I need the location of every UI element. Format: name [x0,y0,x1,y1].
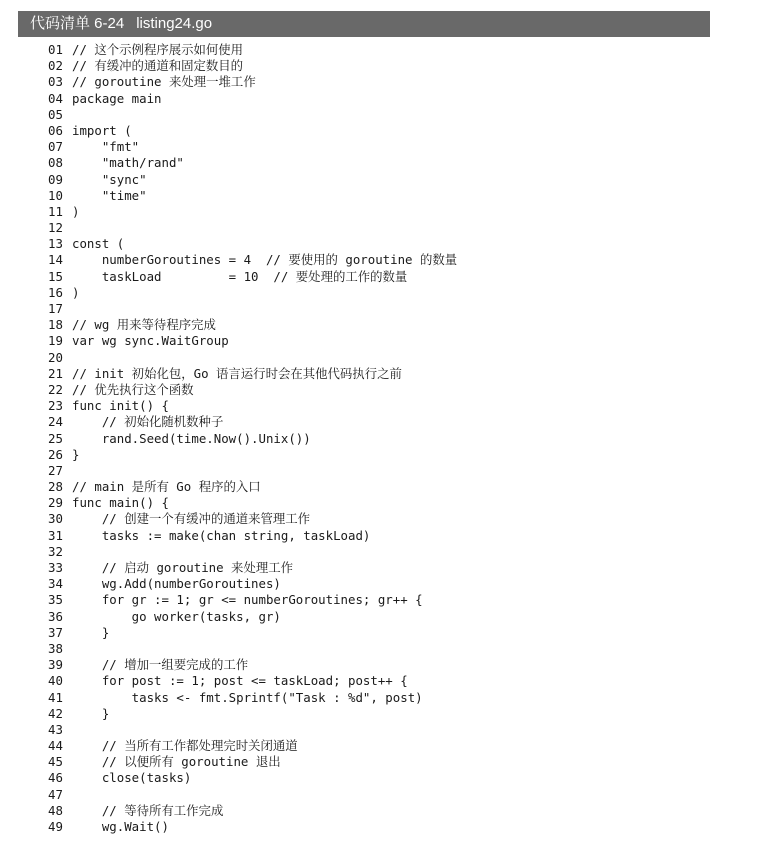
code-line [48,544,748,560]
code-line [48,74,748,90]
line-number: 37 [48,624,63,640]
line-code: tasks := make(chan string, taskLoad) [72,527,371,543]
line-number: 49 [48,819,63,834]
line-number: 08 [48,155,63,171]
line-code: go worker(tasks, gr) [72,608,281,624]
line-number: 31 [48,527,63,543]
line-code: // 创建一个有缓冲的通道来管理工作 [72,511,311,527]
code-line [48,495,748,511]
line-number: 33 [48,560,63,575]
line-number: 16 [48,284,63,300]
line-number: 41 [48,689,63,705]
line-number: 38 [48,640,63,656]
line-number: 04 [48,90,63,106]
code-line [48,172,748,188]
line-code: // 有缓冲的通道和固定数目的 [72,58,244,74]
line-code: // 初始化随机数种子 [72,414,224,430]
code-line [48,560,748,576]
listing-filename: listing24.go [136,15,213,32]
line-code: close(tasks) [72,770,192,786]
line-number: 42 [48,705,63,721]
line-number: 02 [48,58,63,74]
line-number: 13 [48,236,63,252]
line-code: // 启动 goroutine 来处理工作 [72,560,294,575]
line-code: wg.Add(numberGoroutines) [72,576,281,592]
line-code: // 优先执行这个函数 [72,381,194,397]
code-line [48,123,748,139]
line-number: 36 [48,608,63,624]
line-number: 29 [48,495,63,511]
line-code: "math/rand" [72,155,184,171]
line-code: } [72,624,110,640]
line-code: // 这个示例程序展示如何使用 [72,42,244,57]
listing-label: 代码清单 6-24 [30,15,125,32]
line-code: // 增加一组要完成的工作 [72,657,249,673]
line-number: 44 [48,738,63,754]
code-line [48,625,748,641]
code-line [48,738,748,754]
line-code: for gr := 1; gr <= numberGoroutines; gr++ { [72,592,423,608]
code-line [48,236,748,252]
line-number: 17 [48,301,63,316]
line-number: 48 [48,802,63,818]
code-line [48,155,748,171]
line-code: ) [72,203,80,219]
line-number: 46 [48,770,63,786]
code-line [48,269,748,285]
line-code: const ( [72,236,125,252]
line-code: rand.Seed(time.Now().Unix()) [72,430,311,446]
line-code: "time" [72,187,147,203]
code-line [48,414,748,430]
code-line [48,511,748,527]
line-number: 47 [48,786,63,802]
line-number: 34 [48,576,63,592]
code-line [48,366,748,382]
code-line [48,770,748,786]
code-listing [48,42,748,835]
line-number: 40 [48,673,63,689]
line-number: 39 [48,657,63,673]
line-code: } [72,446,80,462]
line-code: // 以便所有 goroutine 退出 [72,754,281,770]
code-line [48,301,748,317]
line-number: 15 [48,268,63,284]
line-code: // wg 用来等待程序完成 [72,317,216,333]
line-code: // goroutine 来处理一堆工作 [72,74,256,90]
line-number: 06 [48,122,63,138]
code-line [48,447,748,463]
code-line [48,188,748,204]
code-line [48,673,748,689]
code-line [48,58,748,74]
code-line [48,252,748,268]
code-line [48,609,748,625]
line-code: "sync" [72,171,147,187]
line-number: 09 [48,171,63,187]
line-number: 19 [48,333,63,349]
line-number: 03 [48,74,63,90]
line-number: 43 [48,721,63,737]
code-line [48,803,748,819]
line-number: 12 [48,220,63,236]
line-code: // 当所有工作都处理完时关闭通道 [72,738,298,754]
code-line [48,42,748,58]
listing-header [18,11,710,37]
line-code: var wg sync.WaitGroup [72,333,229,349]
line-code: func main() { [72,495,169,511]
line-code: numberGoroutines = 4 // 要使用的 goroutine 的数量 [72,252,458,268]
line-number: 07 [48,139,63,155]
code-line [48,690,748,706]
line-number: 22 [48,381,63,397]
code-line [48,220,748,236]
code-line [48,641,748,657]
code-line [48,479,748,495]
code-line [48,431,748,447]
line-code: // 等待所有工作完成 [72,802,224,818]
line-number: 23 [48,398,63,414]
code-line [48,139,748,155]
line-code: wg.Wait() [72,819,169,834]
line-number: 20 [48,349,63,365]
line-number: 14 [48,252,63,268]
line-number: 32 [48,543,63,559]
code-line [48,285,748,301]
line-code: } [72,705,110,721]
line-code: import ( [72,122,132,138]
line-number: 11 [48,203,63,219]
line-code: // init 初始化包，Go 语言运行时会在其他代码执行之前 [72,365,402,381]
line-code: for post := 1; post <= taskLoad; post++ { [72,673,408,689]
code-line [48,91,748,107]
line-code: // main 是所有 Go 程序的入口 [72,479,261,495]
line-code: package main [72,90,162,106]
line-code: tasks <- fmt.Sprintf("Task : %d", post) [72,689,423,705]
code-line [48,787,748,803]
code-line [48,592,748,608]
code-line [48,382,748,398]
line-number: 27 [48,462,63,478]
line-code: func init() { [72,398,169,414]
line-number: 24 [48,414,63,430]
line-number: 35 [48,592,63,608]
line-number: 18 [48,317,63,333]
code-line [48,722,748,738]
line-number: 10 [48,187,63,203]
line-number: 05 [48,106,63,122]
code-line [48,317,748,333]
line-number: 01 [48,42,63,57]
line-number: 25 [48,430,63,446]
code-line [48,398,748,414]
code-line [48,107,748,123]
line-number: 30 [48,511,63,527]
line-number: 45 [48,754,63,770]
line-number: 21 [48,365,63,381]
code-line [48,463,748,479]
code-line [48,204,748,220]
line-code: taskLoad = 10 // 要处理的工作的数量 [72,268,408,284]
code-line [48,706,748,722]
code-line [48,350,748,366]
code-line [48,754,748,770]
line-code: ) [72,284,80,300]
code-line [48,657,748,673]
code-line [48,528,748,544]
line-code: "fmt" [72,139,140,155]
code-line [48,576,748,592]
line-number: 28 [48,479,63,495]
code-line [48,819,748,835]
code-line [48,333,748,349]
line-number: 26 [48,446,63,462]
